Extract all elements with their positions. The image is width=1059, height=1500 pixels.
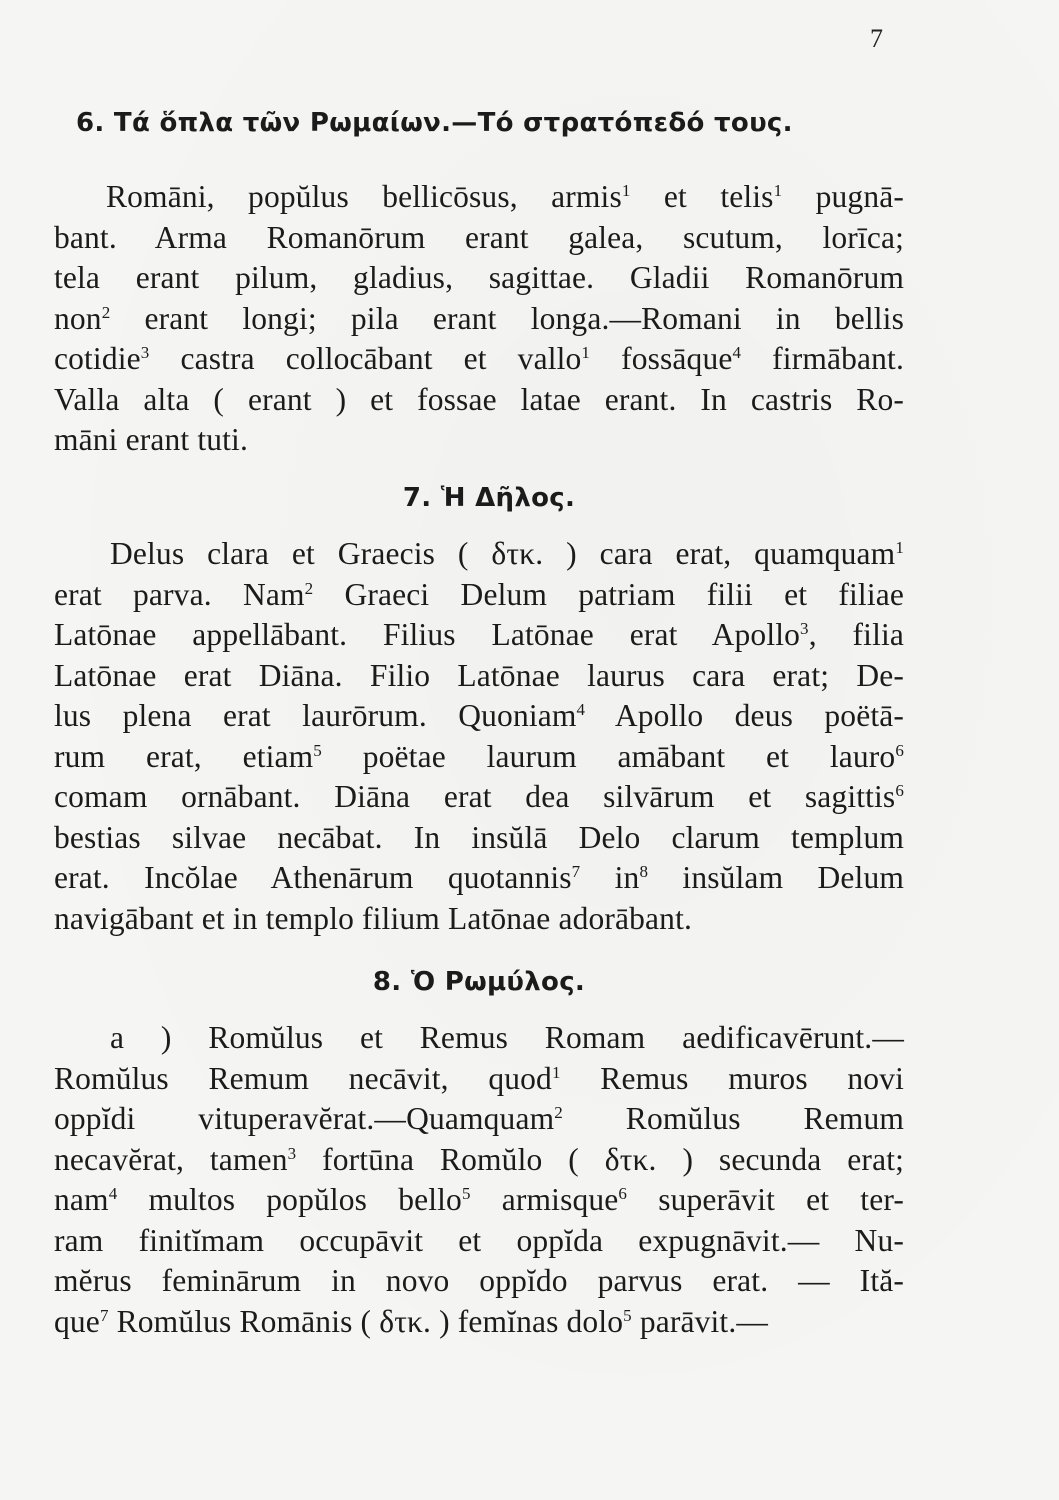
text-run: que <box>54 1303 100 1339</box>
text-line <box>54 737 904 778</box>
text-run: navigābant et in templo filium Latōnae adorābant. <box>54 900 693 936</box>
footnote-marker: 5 <box>461 1184 471 1203</box>
text-line <box>54 177 904 218</box>
text-line <box>54 1221 904 1262</box>
section-7-body <box>54 534 904 939</box>
text-run: mĕrus feminārum in novo oppĭdo parvus erat. — Ită- <box>54 1263 904 1298</box>
section-7 <box>54 478 904 519</box>
text-run: Delus clara et Graecis ( δτκ. ) cara erat, quamquam <box>110 536 896 571</box>
text-line <box>54 339 904 380</box>
footnote-marker: 6 <box>895 781 904 800</box>
text-run: Graeci Delum patriam filii et filiae <box>313 576 904 612</box>
text-line <box>54 258 904 299</box>
footnote-marker: 7 <box>571 862 581 881</box>
text-run: non <box>54 300 102 336</box>
text-run: Valla alta ( erant ) et fossae latae erant. In castris Ro- <box>54 381 904 417</box>
text-run: in <box>580 860 640 895</box>
text-run: insŭlam Delum <box>648 860 905 895</box>
section-7-heading: 7. Ἡ Δῆλος. <box>402 483 576 513</box>
text-run: Latōnae appellābant. Filius Latōnae erat Apollo <box>54 617 801 652</box>
footnote-marker: 3 <box>140 343 150 362</box>
section-6-body <box>54 177 904 461</box>
footnote-marker: 7 <box>99 1305 109 1325</box>
text-run: castra collocābant et vallo <box>149 341 582 376</box>
text-run: tela erant pilum, gladius, sagittae. Gladii Romanōrum <box>54 260 904 295</box>
text-line <box>54 858 904 899</box>
section-8-body <box>54 1018 904 1342</box>
footnote-marker: 3 <box>287 1143 297 1163</box>
footnote-marker: 4 <box>108 1184 118 1203</box>
footnote-marker: 2 <box>101 302 111 322</box>
footnote-marker: 5 <box>313 740 322 760</box>
text-run: a ) Romŭlus et Remus Romam aedificavērunt.— <box>110 1020 904 1055</box>
text-line <box>54 1180 904 1221</box>
text-line <box>54 615 904 656</box>
text-line <box>54 1302 904 1343</box>
text-run: cotidie <box>54 341 141 376</box>
text-run: Romŭlus Remum <box>562 1101 904 1136</box>
text-line <box>54 1059 904 1100</box>
footnote-marker: 4 <box>576 700 586 719</box>
text-run: oppĭdi vituperavĕrat.—Quamquam <box>54 1101 555 1136</box>
footnote-marker: 1 <box>551 1062 561 1082</box>
text-line <box>54 218 904 259</box>
text-run: erat parva. Nam <box>54 576 305 612</box>
text-run: ram finitĭmam occupāvit et oppĭda expugnāvit.— Nu- <box>54 1222 904 1258</box>
text-line <box>54 818 904 859</box>
text-run: necavĕrat, tamen <box>54 1141 288 1177</box>
text-run: Remus muros novi <box>560 1060 904 1096</box>
footnote-marker: 8 <box>639 862 649 881</box>
text-run: parāvit.— <box>631 1303 769 1339</box>
text-run: , filia <box>808 617 904 652</box>
text-run: erant longi; pila erant longa.—Romani in bellis <box>110 300 904 336</box>
text-run: bestias silvae necābat. In insŭlā Delo clarum templum <box>54 819 904 855</box>
text-line <box>54 534 904 575</box>
text-run: māni erant tuti. <box>54 422 248 457</box>
section-6 <box>54 103 904 144</box>
text-line <box>54 656 904 697</box>
footnote-marker: 2 <box>554 1103 563 1122</box>
text-run: Romŭlus Remum necāvit, quod <box>54 1060 552 1096</box>
text-line <box>54 1261 904 1302</box>
footnote-marker: 3 <box>800 619 809 638</box>
section-8-heading: 8. Ὁ Ρωμύλος. <box>372 967 586 997</box>
text-run: Romāni, popŭlus bellicōsus, armis <box>106 179 622 214</box>
text-run: rum erat, etiam <box>54 738 314 774</box>
footnote-marker: 1 <box>773 181 783 200</box>
text-line <box>54 1099 904 1140</box>
text-run: Apollo deus poëtā- <box>585 698 904 733</box>
text-run: nam <box>54 1182 109 1217</box>
text-run: et telis <box>630 179 774 214</box>
text-run: Latōnae erat Diāna. Filio Latōnae laurus cara erat; De- <box>54 657 904 693</box>
text-line <box>54 299 904 340</box>
footnote-marker: 5 <box>623 1305 632 1325</box>
text-run: lus plena erat laurōrum. Quoniam <box>54 698 577 733</box>
text-line <box>54 696 904 737</box>
text-run: superāvit et ter- <box>627 1182 904 1217</box>
text-run: fortūna Romŭlo ( δτκ. ) secunda erat; <box>296 1141 904 1177</box>
text-run: fossāque <box>590 341 733 376</box>
section-8 <box>54 962 904 1003</box>
text-line <box>54 380 904 421</box>
text-run: erat. Incŏlae Athenārum quotannis <box>54 860 572 895</box>
footnote-marker: 4 <box>732 343 742 362</box>
section-6-heading: 6. Τά ὅπλα τῶν Ρωμαίων.—Τό στρατόπεδό τους. <box>76 108 793 138</box>
footnote-marker: 1 <box>895 538 904 557</box>
text-line <box>54 575 904 616</box>
text-line <box>54 1018 904 1059</box>
text-run: Romŭlus Romānis ( δτκ. ) femĭnas dolo <box>108 1303 624 1339</box>
text-run: bant. Arma Romanōrum erant galea, scutum, lorīca; <box>54 219 904 255</box>
footnote-marker: 1 <box>621 181 631 200</box>
text-run: comam ornābant. Diāna erat dea silvārum et sagittis <box>54 779 896 814</box>
text-line <box>54 899 904 940</box>
text-run: pugnā- <box>782 179 904 214</box>
footnote-marker: 6 <box>895 740 904 760</box>
footnote-marker: 2 <box>304 578 314 598</box>
text-run: poëtae laurum amābant et lauro <box>321 738 896 774</box>
page-number: 7 <box>870 24 883 53</box>
text-run: firmābant. <box>741 341 904 376</box>
text-run: multos popŭlos bello <box>117 1182 462 1217</box>
footnote-marker: 1 <box>581 343 591 362</box>
text-line <box>54 1140 904 1181</box>
footnote-marker: 6 <box>618 1184 628 1203</box>
text-line <box>54 777 904 818</box>
text-line <box>54 420 904 461</box>
text-run: armisque <box>470 1182 619 1217</box>
